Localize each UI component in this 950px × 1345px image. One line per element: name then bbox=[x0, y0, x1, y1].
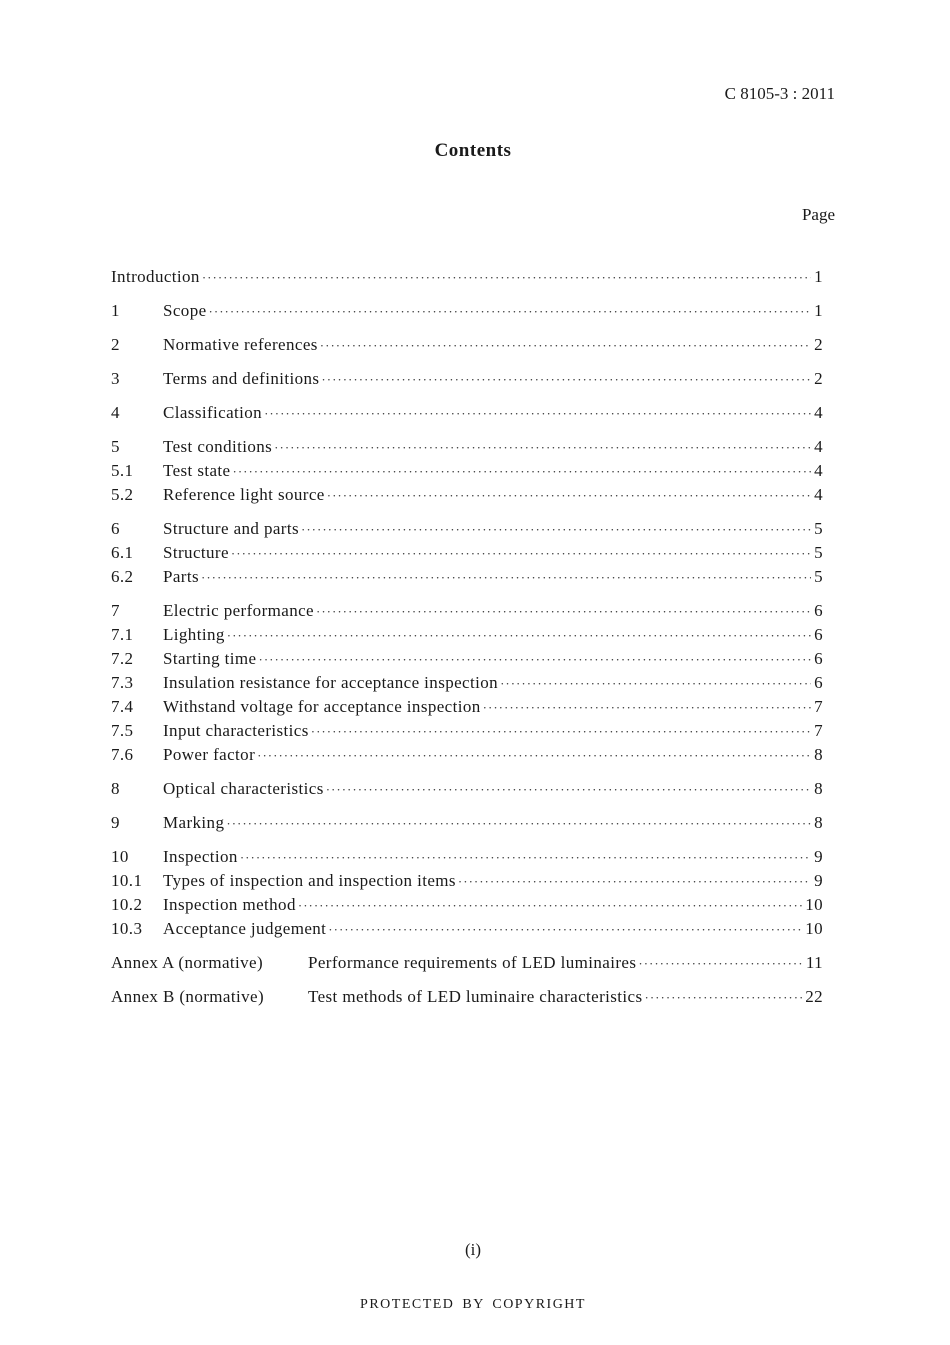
dot-leader bbox=[311, 719, 811, 744]
dot-leader bbox=[259, 647, 812, 672]
toc-entry bbox=[111, 985, 823, 1009]
dot-leader bbox=[321, 367, 811, 392]
toc-entry-title: Scope bbox=[163, 301, 207, 320]
toc-entry-title: Starting time bbox=[163, 649, 257, 668]
toc-entry bbox=[111, 599, 823, 623]
toc-entry-title: Withstand voltage for acceptance inspection bbox=[163, 697, 481, 716]
toc-entry-page: 4 bbox=[814, 461, 823, 480]
page-folio: (i) bbox=[464, 1240, 482, 1259]
toc-entry-page: 8 bbox=[814, 779, 823, 798]
toc-entry bbox=[111, 743, 823, 767]
toc-entry-page: 10 bbox=[805, 919, 823, 938]
toc-entry-number: 6 bbox=[111, 519, 120, 538]
toc-entry-number: 7.6 bbox=[111, 745, 134, 764]
toc-entry-page: 7 bbox=[814, 697, 823, 716]
toc-entry bbox=[111, 565, 823, 589]
page-title: Contents bbox=[434, 140, 512, 161]
toc-entry-title: Test methods of LED luminaire characteristics bbox=[308, 987, 643, 1006]
dot-leader bbox=[201, 565, 811, 590]
toc-entry-title: Input characteristics bbox=[163, 721, 309, 740]
toc-entry-page: 6 bbox=[814, 649, 823, 668]
dot-leader bbox=[232, 459, 811, 484]
toc-entry-title: Inspection method bbox=[163, 895, 296, 914]
toc-entry-page: 4 bbox=[814, 485, 823, 504]
toc-entry-number: 3 bbox=[111, 369, 120, 388]
toc-entry-title: Test state bbox=[163, 461, 231, 480]
toc-entry-number: 10.1 bbox=[111, 871, 143, 890]
toc-entry-number: 10.2 bbox=[111, 895, 143, 914]
toc-entry-number: 5.1 bbox=[111, 461, 134, 480]
toc-entry-number: 6.1 bbox=[111, 543, 134, 562]
dot-leader bbox=[638, 951, 803, 976]
toc-entry-page: 7 bbox=[814, 721, 823, 740]
toc-entry bbox=[111, 299, 823, 323]
toc-entry-number: 5 bbox=[111, 437, 120, 456]
dot-leader bbox=[326, 777, 811, 802]
toc-entry-number: 1 bbox=[111, 301, 120, 320]
toc-entry-number: 7.4 bbox=[111, 697, 134, 716]
toc-entry bbox=[111, 483, 823, 507]
dot-leader bbox=[209, 299, 811, 324]
dot-leader bbox=[316, 599, 811, 624]
toc-entry-title: Inspection bbox=[163, 847, 238, 866]
dot-leader bbox=[264, 401, 811, 426]
toc-entry-number: 8 bbox=[111, 779, 120, 798]
toc-entry-page: 22 bbox=[805, 987, 823, 1006]
toc-entry-number: Annex B (normative) bbox=[111, 987, 265, 1006]
dot-leader bbox=[298, 893, 803, 918]
toc-entry bbox=[111, 401, 823, 425]
toc-entry-title: Performance requirements of LED luminaires bbox=[308, 953, 637, 972]
toc-entry-page: 5 bbox=[814, 543, 823, 562]
toc-entry-page: 6 bbox=[814, 673, 823, 692]
toc-entry-title: Types of inspection and inspection items bbox=[163, 871, 456, 890]
toc-entry-page: 1 bbox=[814, 301, 823, 320]
toc-entry-page: 6 bbox=[814, 601, 823, 620]
toc-entry-page: 5 bbox=[814, 519, 823, 538]
copyright-notice: PROTECTED BY COPYRIGHT bbox=[360, 1297, 586, 1312]
toc-entry-title: Normative references bbox=[163, 335, 318, 354]
dot-leader bbox=[327, 483, 811, 508]
toc-entry bbox=[111, 845, 823, 869]
dot-leader bbox=[483, 695, 811, 720]
toc-entry bbox=[111, 435, 823, 459]
toc-entry-page: 2 bbox=[814, 369, 823, 388]
dot-leader bbox=[231, 541, 811, 566]
dot-leader bbox=[226, 811, 811, 836]
toc-entry-title: Test conditions bbox=[163, 437, 273, 456]
toc-entry-number: 7 bbox=[111, 601, 120, 620]
toc-entry-page: 4 bbox=[814, 437, 823, 456]
toc-entry-title: Lighting bbox=[163, 625, 225, 644]
toc-entry bbox=[111, 917, 823, 941]
dot-leader bbox=[645, 985, 804, 1010]
toc-entry-page: 11 bbox=[805, 953, 823, 972]
dot-leader bbox=[320, 333, 811, 358]
table-of-contents bbox=[111, 265, 823, 1009]
toc-entry bbox=[111, 893, 823, 917]
toc-entry bbox=[111, 811, 823, 835]
toc-entry bbox=[111, 777, 823, 801]
toc-entry-page: 9 bbox=[814, 847, 823, 866]
toc-entry-title: Classification bbox=[163, 403, 263, 422]
toc-entry-page: 5 bbox=[814, 567, 823, 586]
toc-entry-number: 4 bbox=[111, 403, 120, 422]
toc-entry-page: 8 bbox=[814, 745, 823, 764]
toc-entry-number: 7.2 bbox=[111, 649, 134, 668]
toc-entry bbox=[111, 333, 823, 357]
toc-entry-number: 10.3 bbox=[111, 919, 143, 938]
dot-leader bbox=[240, 845, 811, 870]
dot-leader bbox=[274, 435, 811, 460]
toc-entry-number: Annex A (normative) bbox=[111, 953, 264, 972]
toc-entry bbox=[111, 541, 823, 565]
toc-entry bbox=[111, 517, 823, 541]
toc-entry bbox=[111, 647, 823, 671]
toc-entry bbox=[111, 367, 823, 391]
toc-entry bbox=[111, 951, 823, 975]
toc-entry-page: 6 bbox=[814, 625, 823, 644]
toc-entry-number: 5.2 bbox=[111, 485, 134, 504]
toc-entry-title: Electric performance bbox=[163, 601, 314, 620]
dot-leader bbox=[500, 671, 811, 696]
toc-entry-page: 9 bbox=[814, 871, 823, 890]
toc-entry-number: 2 bbox=[111, 335, 120, 354]
toc-entry-number: 7.5 bbox=[111, 721, 134, 740]
toc-entry bbox=[111, 623, 823, 647]
toc-entry-title: Structure bbox=[163, 543, 229, 562]
toc-entry-page: 2 bbox=[814, 335, 823, 354]
toc-entry bbox=[111, 459, 823, 483]
toc-entry-number: 7.1 bbox=[111, 625, 134, 644]
dot-leader bbox=[227, 623, 811, 648]
dot-leader bbox=[257, 743, 811, 768]
toc-entry-title: Insulation resistance for acceptance inspection bbox=[163, 673, 499, 692]
toc-entry bbox=[111, 719, 823, 743]
toc-entry bbox=[111, 671, 823, 695]
toc-entry-title: Introduction bbox=[111, 267, 200, 286]
dot-leader bbox=[301, 517, 811, 542]
toc-entry-number: 6.2 bbox=[111, 567, 134, 586]
toc-entry-title: Structure and parts bbox=[163, 519, 300, 538]
toc-entry-number: 9 bbox=[111, 813, 120, 832]
toc-entry bbox=[111, 265, 823, 289]
document-code: C 8105-3 : 2011 bbox=[724, 84, 835, 103]
toc-entry-title: Power factor bbox=[163, 745, 256, 764]
page-column-heading: Page bbox=[801, 205, 835, 224]
toc-entry-title: Acceptance judgement bbox=[163, 919, 327, 938]
toc-entry-number: 10 bbox=[111, 847, 129, 866]
dot-leader bbox=[328, 917, 803, 942]
toc-entry-title: Reference light source bbox=[163, 485, 325, 504]
toc-entry-page: 10 bbox=[805, 895, 823, 914]
toc-entry-page: 1 bbox=[814, 267, 823, 286]
toc-entry-title: Marking bbox=[163, 813, 225, 832]
toc-entry-number: 7.3 bbox=[111, 673, 134, 692]
toc-entry-title: Optical characteristics bbox=[163, 779, 324, 798]
toc-entry-title: Terms and definitions bbox=[163, 369, 320, 388]
toc-entry bbox=[111, 869, 823, 893]
toc-entry bbox=[111, 695, 823, 719]
toc-entry-title: Parts bbox=[163, 567, 199, 586]
toc-entry-page: 4 bbox=[814, 403, 823, 422]
dot-leader bbox=[202, 265, 811, 290]
dot-leader bbox=[458, 869, 811, 894]
toc-entry-page: 8 bbox=[814, 813, 823, 832]
